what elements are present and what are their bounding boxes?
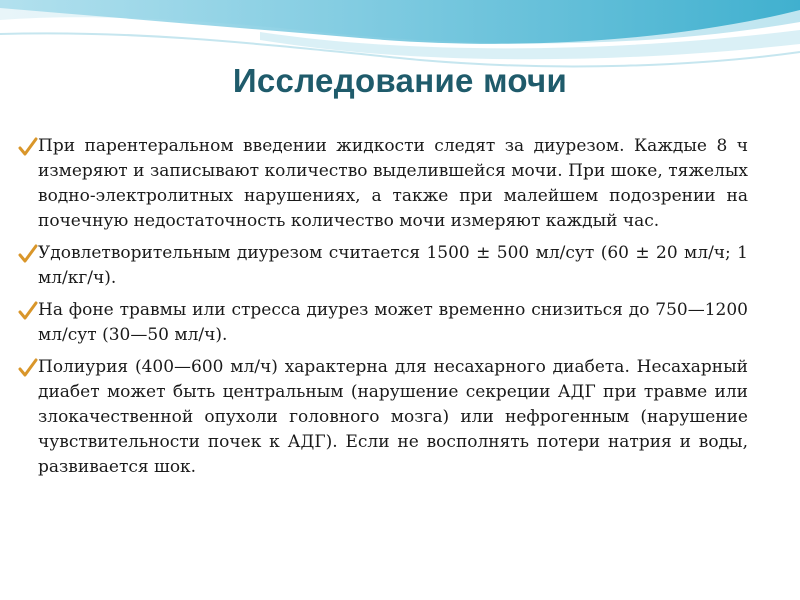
bullet-text: При парентеральном введении жидкости следят за диурезом. Каждые 8 ч измеряют и записывают количество выделившейся мочи. При шоке, тяжелых водно-электролитных нарушениях, а также при малейшем подозрении на почечную недостаточность количество мочи измеряют каждый час.	[38, 136, 748, 231]
checkmark-icon	[18, 300, 38, 322]
bullet-item	[18, 241, 748, 291]
bullet-text: На фоне травмы или стресса диурез может временно снизиться до 750—1200 мл/сут (30—50 мл/ч).	[38, 300, 748, 345]
checkmark-icon	[18, 243, 38, 265]
bullet-item	[18, 298, 748, 348]
bullet-item	[18, 134, 748, 234]
slide-title: Исследование мочи	[232, 62, 568, 99]
bullet-text: Полиурия (400—600 мл/ч) характерна для несахарного диабета. Несахарный диабет может быть центральным (нарушение секреции АДГ при травме или злокачественной опухоли головного мозга) или нефрогенным (нарушение чувствительности почек к АДГ). Если не восполнять потери натрия и воды, развивается шок.	[38, 357, 748, 477]
bullet-item	[18, 355, 748, 480]
bullet-text: Удовлетворительным диурезом считается 1500 ± 500 мл/сут (60 ± 20 мл/ч; 1 мл/кг/ч).	[38, 243, 748, 288]
checkmark-icon	[18, 357, 38, 379]
bullet-list	[18, 134, 748, 487]
checkmark-icon	[18, 136, 38, 158]
